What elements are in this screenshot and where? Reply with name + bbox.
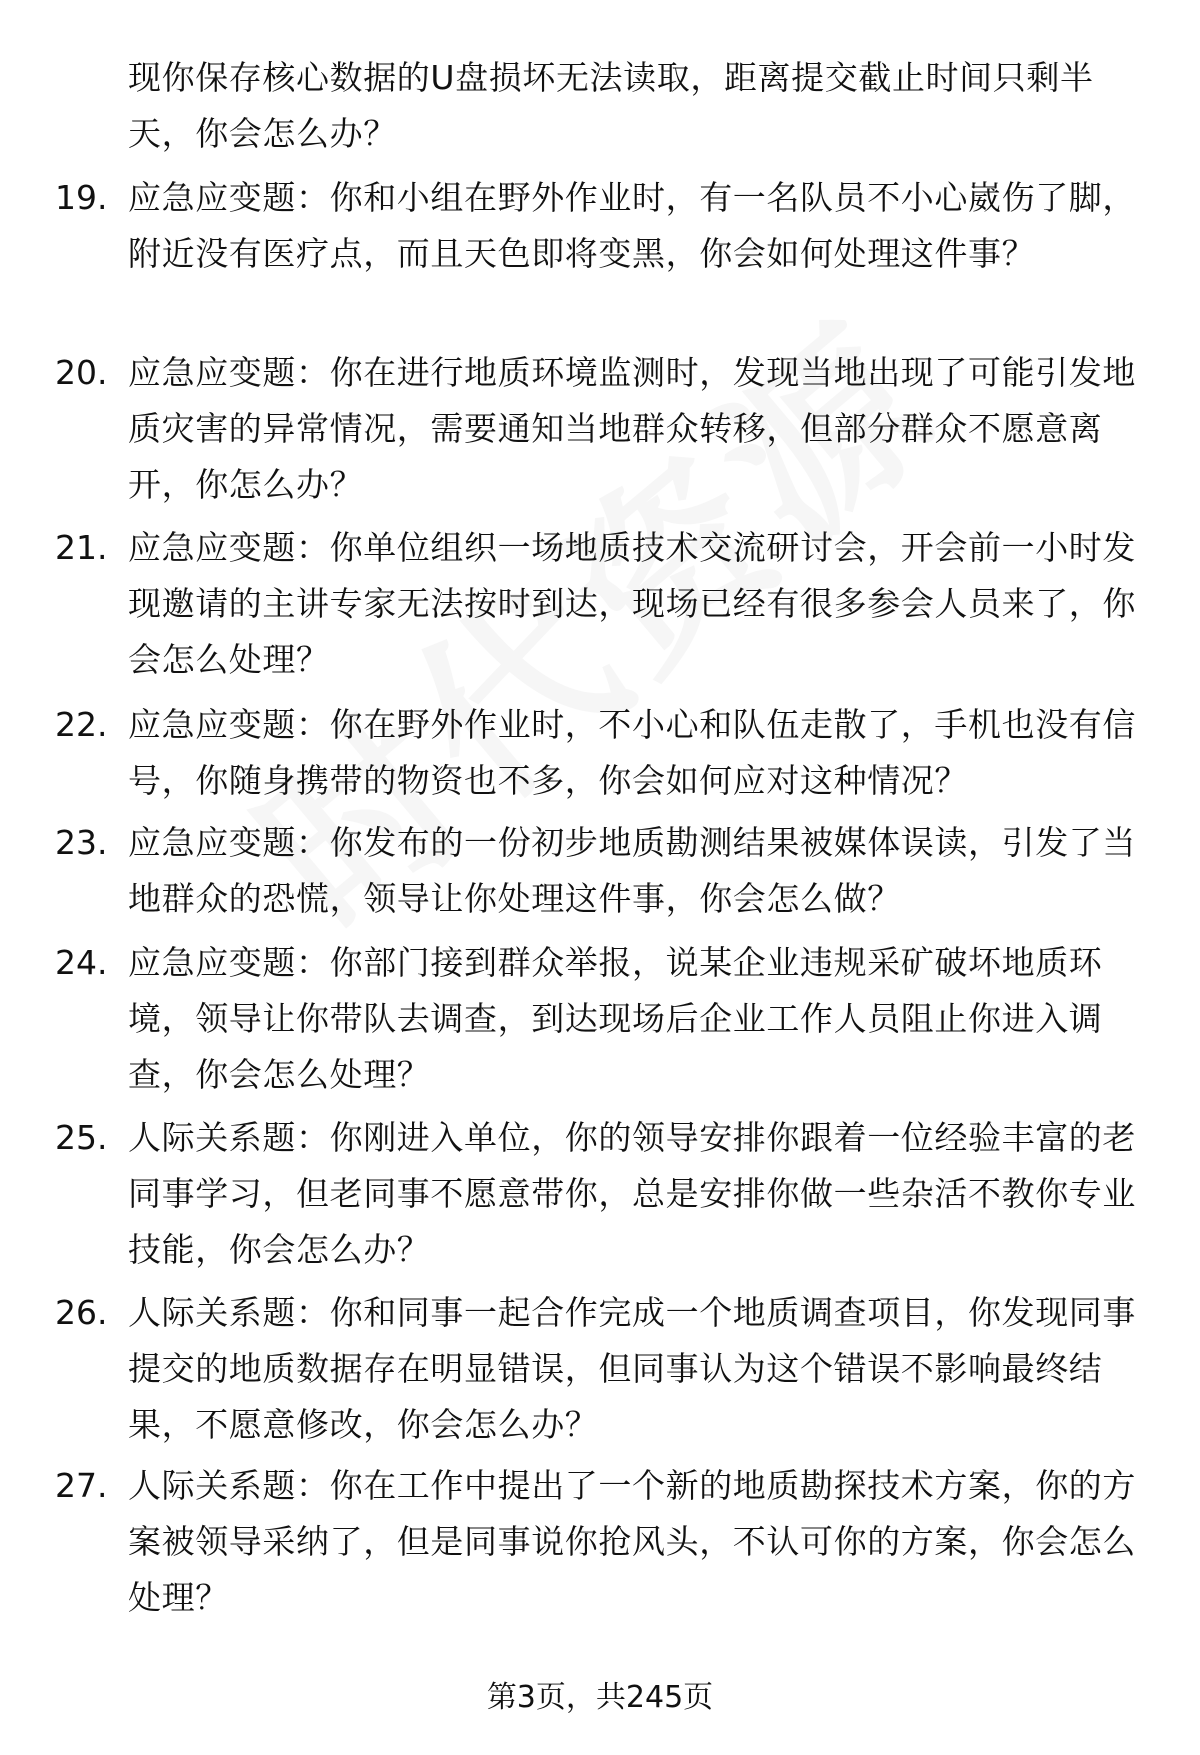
page-footer: 第3页，共245页: [486, 1680, 714, 1715]
question-number: 23.: [55, 823, 108, 862]
intro-text: 现你保存核心数据的U盘损坏无法读取，距离提交截止时间只剩半天，你会怎么办？: [128, 58, 1094, 153]
question-number: 25.: [55, 1118, 108, 1157]
question-number: 24.: [55, 943, 108, 982]
question-text: 应急应变题：你在进行地质环境监测时，发现当地出现了可能引发地质灾害的异常情况，需要通知当地群众转移，但部分群众不愿意离开，你怎么办？: [128, 353, 1136, 504]
question-text: 应急应变题：你在野外作业时，不小心和队伍走散了，手机也没有信号，你随身携带的物资也不多，你会如何应对这种情况？: [128, 705, 1136, 800]
question-number: 21.: [55, 528, 108, 567]
question-text: 人际关系题：你和同事一起合作完成一个地质调查项目，你发现同事提交的地质数据存在明显错误，但同事认为这个错误不影响最终结果，不愿意修改，你会怎么办？: [128, 1293, 1136, 1444]
question-text: 应急应变题：你发布的一份初步地质勘测结果被媒体误读，引发了当地群众的恐慌，领导让你处理这件事，你会怎么做？: [128, 823, 1136, 918]
question-text: 应急应变题：你和小组在野外作业时，有一名队员不小心崴伤了脚，附近没有医疗点，而且天色即将变黑，你会如何处理这件事？: [128, 178, 1136, 273]
question-number: 20.: [55, 353, 108, 392]
question-text: 人际关系题：你刚进入单位，你的领导安排你跟着一位经验丰富的老同事学习，但老同事不愿意带你，总是安排你做一些杂活不教你专业技能，你会怎么办？: [128, 1118, 1136, 1269]
question-number: 27.: [55, 1466, 108, 1505]
question-number: 26.: [55, 1293, 108, 1332]
question-text: 应急应变题：你单位组织一场地质技术交流研讨会，开会前一小时发现邀请的主讲专家无法按时到达，现场已经有很多参会人员来了，你会怎么处理？: [128, 528, 1136, 679]
question-text: 人际关系题：你在工作中提出了一个新的地质勘探技术方案，你的方案被领导采纳了，但是同事说你抢风头，不认可你的方案，你会怎么处理？: [128, 1466, 1136, 1617]
question-number: 19.: [55, 178, 108, 217]
question-text: 应急应变题：你部门接到群众举报，说某企业违规采矿破坏地质环境，领导让你带队去调查，到达现场后企业工作人员阻止你进入调查，你会怎么处理？: [128, 943, 1103, 1094]
question-number: 22.: [55, 705, 108, 744]
